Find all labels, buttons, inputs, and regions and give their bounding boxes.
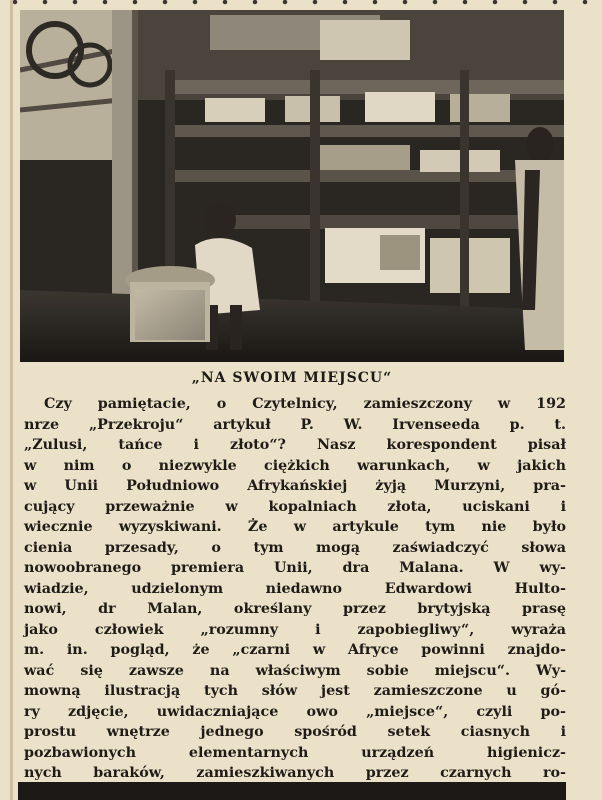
left-margin-rule <box>10 0 13 800</box>
bottom-black-bar <box>18 782 566 800</box>
barracks-photo <box>20 10 564 362</box>
body-line: pozbawionych elementarnych urządzeń higienicz- <box>24 744 566 761</box>
body-line: „Zulusi, tańce i złoto“? Nasz korespondent pisał <box>24 437 566 453</box>
body-line: wiadzie, udzielonym niedawno Edwardowi Hulto- <box>24 580 566 597</box>
body-line: w nim o niezwykle ciężkich warunkach, w jakich <box>24 457 566 474</box>
body-line: nowoobranego premiera Unii, dra Malana. W wy- <box>24 560 566 576</box>
body-line: cienia przesady, o tym mogą zaświadczyć słowa <box>24 539 566 556</box>
body-line: nrze „Przekroju“ artykuł P. W. Irvenseeda p. t. <box>24 416 566 433</box>
body-line: nowi, dr Malan, określany przez brytyjską prasę <box>24 601 566 617</box>
body-line: wiecznie wyzyskiwani. Że w artykule tym nie było <box>24 519 566 535</box>
body-line: jako człowiek „rozumny i zapobiegliwy“, wyraża <box>24 621 566 638</box>
body-line: m. in. pogląd, że „czarni w Afryce powinni znajdo- <box>24 642 566 658</box>
body-line: cujący przeważnie w kopalniach złota, uciskani i <box>24 498 566 515</box>
body-line: Czy pamiętacie, o Czytelnicy, zamieszczony w 192 <box>44 396 566 412</box>
body-line: mowną ilustracją tych słów jest zamieszczone u gó- <box>24 683 566 699</box>
body-line: ry zdjęcie, uwidaczniające owo „miejsce“, czyli po- <box>24 703 566 720</box>
article-title: „NA SWOIM MIEJSCU“ <box>191 370 393 386</box>
article-body <box>24 394 566 800</box>
body-line: wać się zawsze na właściwym sobie miejscu“. Wy- <box>24 662 566 679</box>
top-dotted-border <box>0 0 602 8</box>
body-line: w Unii Południowo Afrykańskiej żyją Murzyni, pra- <box>24 478 566 494</box>
body-line: nych baraków, zamieszkiwanych przez czarnych ro- <box>24 765 566 781</box>
body-line: prostu wnętrze jednego spośród setek ciasnych i <box>24 724 566 740</box>
